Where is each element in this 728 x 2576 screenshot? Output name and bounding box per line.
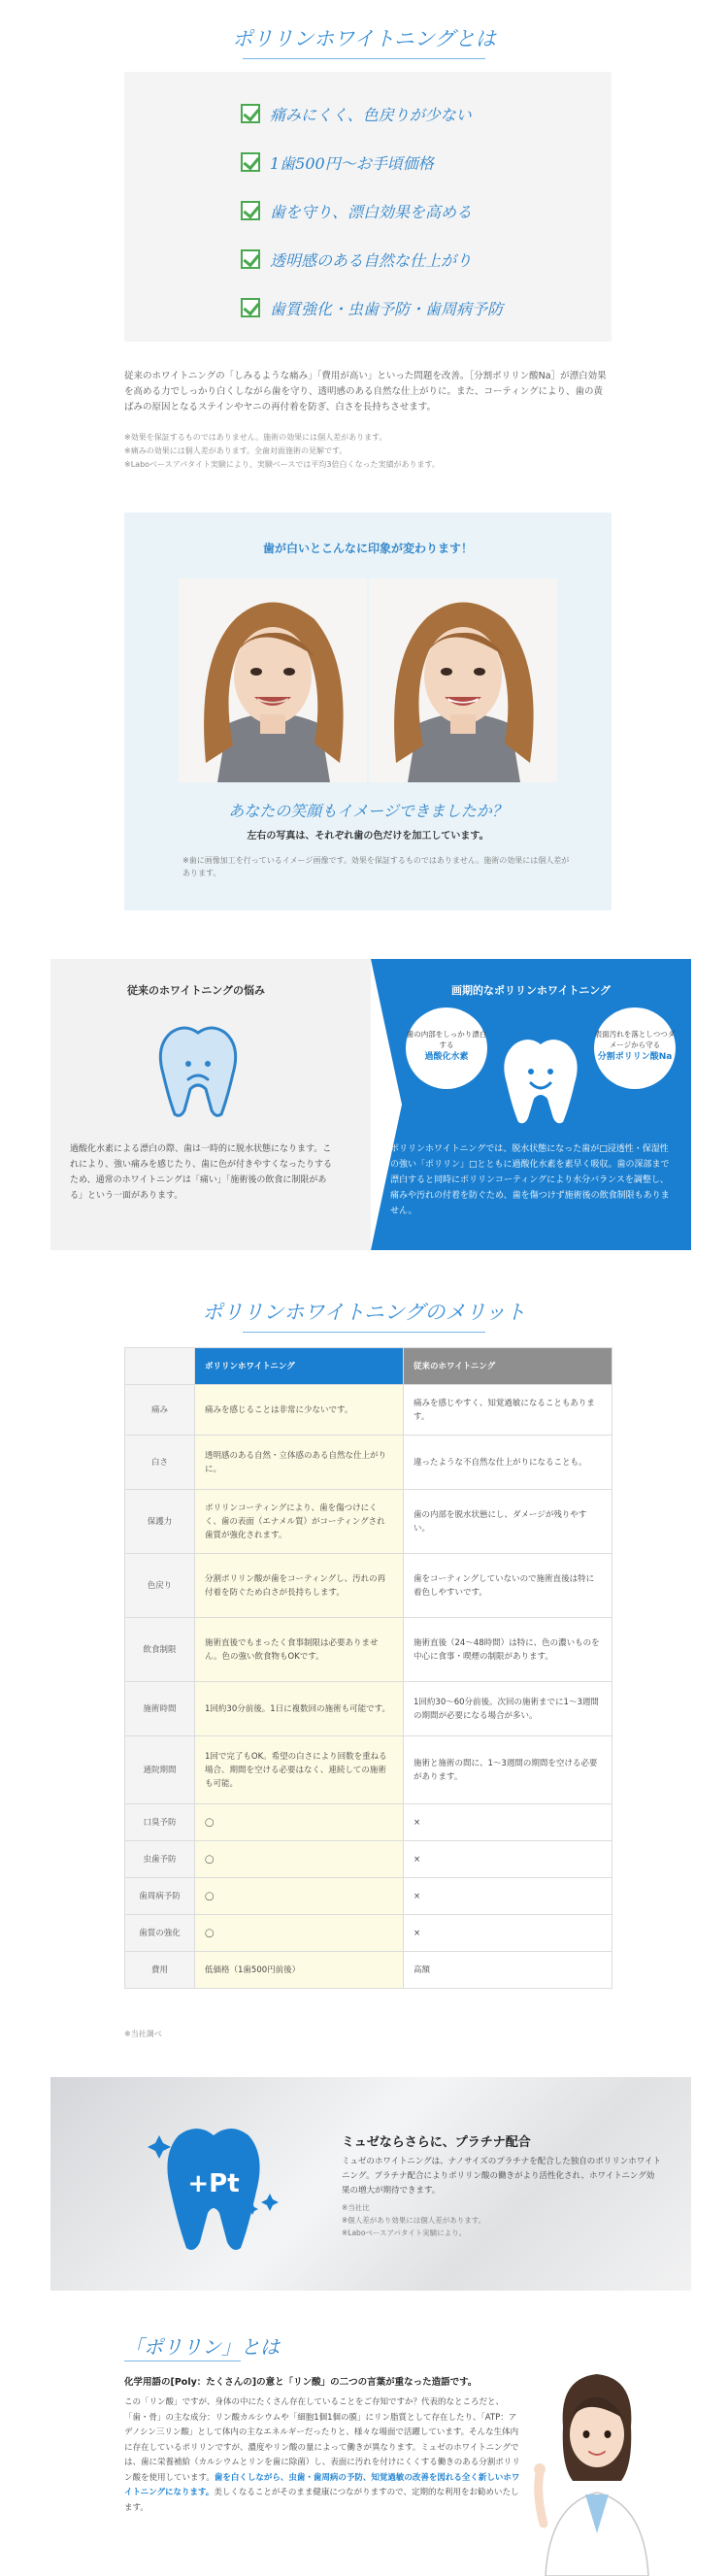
conventional-cell: 1回約30〜60分前後。次回の施術までに1〜3週間の期間が必要になる場合が多い。 <box>404 1682 612 1736</box>
polyrin-title: 画期的なポリリンホワイトニング <box>450 984 611 997</box>
table-note: ※当社調べ <box>124 2030 162 2038</box>
after-photo <box>369 578 557 782</box>
section4-title: ポリリンホワイトニングのメリット <box>202 1301 526 1324</box>
polyrin-cell: ◯ <box>195 1915 404 1952</box>
note-line: ※効果を保証するものではありません。施術の効果には個人差があります。 <box>124 433 387 442</box>
polyrin-body-a: この「リン酸」ですが、身体の中にたくさん存在していることをご存知ですか？代表的なところだと、「歯・骨」の主な成分：リン酸カルシウムや「細胞1個1個の膜」にリン脂質として存在したり、「ATP：アデノシン三リン酸」として体内の主なエネルギーだったりと、様々な場面で活躍しています。そんな生体内に存在しているポリリンですが、濃度やリン酸の量によって働きが異なります。ミュゼのホワイトニングでは、歯に栄養補給（カルシウムとリンを歯に除菌）し、表面に汚れを付けにくくする働きのある分割ポリリン酸を使用しています。 <box>124 2397 520 2483</box>
intro-text: 従来のホワイトニングの「しみるような痛み」「費用が高い」といった問題を改善。［分割ポリリン酸Na］が漂白効果を高める力でしっかり白くしながら歯を守り、透明感のある自然な仕上がりに。また、コーティングにより、歯の黄ばみの原因となるステインやヤニの再付着を防ぎ、白さを長持ちさせます。 <box>124 371 607 413</box>
conventional-cell: 歯の内部を脱水状態にし、ダメージが残りやすい。 <box>404 1490 612 1554</box>
polyrin-cell: 1回で完了もOK。希望の白さにより回数を重ねる場合、期間を空ける必要はなく、連続しての施術も可能。 <box>195 1736 404 1804</box>
conventional-cell: 高額 <box>404 1952 612 1989</box>
conventional-cell: 違ったような不自然な仕上がりになることも。 <box>404 1436 612 1490</box>
table-row <box>125 1682 612 1736</box>
title-underline <box>243 58 485 59</box>
comparison-panel <box>50 959 691 1250</box>
polyrin-cell: 透明感のある自然・立体感のある自然な仕上がりに。 <box>195 1436 404 1490</box>
conventional-cell: × <box>404 1841 612 1878</box>
sad-tooth-icon <box>151 1021 245 1122</box>
section1-title-wrap <box>0 23 728 59</box>
smile-caption: 左右の写真は、それぞれ歯の色だけを加工しています。 <box>247 831 489 842</box>
polyrin-cell: 施術直後でもまったく食事制限は必要ありません。色の強い飲食物もOKです。 <box>195 1618 404 1682</box>
intro-notes <box>124 431 612 472</box>
note-line: ※Laboベースアパタイト実験により、実験ベースでは平均3倍白くなった実績があります。 <box>124 460 440 469</box>
row-label: 歯周病予防 <box>125 1878 195 1915</box>
smile-comparison-box <box>124 512 612 910</box>
bubble-keyword: 過酸化水素 <box>424 1052 469 1062</box>
conventional-cell: 施術と施術の間に、1〜3週間の期間を空ける必要があります。 <box>404 1736 612 1804</box>
polyrin-body <box>124 2395 522 2516</box>
check-icon <box>241 249 260 269</box>
note-line: ※当社比 <box>342 2203 370 2212</box>
bubble-keyword: 分割ポリリン酸Na <box>597 1052 673 1062</box>
table-row <box>125 1736 612 1804</box>
platinum-text: ミュゼのホワイトニングは、ナノサイズのプラチナを配合した独自のポリリンホワイトニング。プラチナ配合によりポリリン酸の働きがより活性化され、ホワイトニング効果の増大が期待できます。 <box>342 2157 662 2196</box>
note-line: ※Laboベースアパタイト実験により。 <box>342 2229 467 2237</box>
polyrin-body-highlight: 歯を白くしながら、虫歯・歯周病の予防、知覚過敏の改善を図れる全く新しいホワイトニングになります。 <box>124 2472 520 2497</box>
platinum-badge-text: +Pt <box>187 2169 240 2198</box>
table-row <box>125 1385 612 1436</box>
table-header: 従来のホワイトニング <box>404 1348 612 1385</box>
feature-item <box>241 293 503 322</box>
row-label: 保護力 <box>125 1490 195 1554</box>
check-icon <box>241 298 260 317</box>
polyrin-cell: ◯ <box>195 1804 404 1841</box>
check-icon <box>241 104 260 123</box>
polyrin-cell: ◯ <box>195 1841 404 1878</box>
table-row <box>125 1436 612 1490</box>
feature-item <box>241 245 472 274</box>
row-label: 飲食制限 <box>125 1618 195 1682</box>
feature-text: 痛みにくく、色戻りが少ない <box>270 105 472 124</box>
happy-tooth-icon <box>497 1033 584 1130</box>
feature-item <box>241 196 472 225</box>
platinum-tooth-icon <box>144 2106 289 2262</box>
bubble-polyphosphate <box>594 1007 676 1089</box>
feature-text: 歯を守り、漂白効果を高める <box>270 202 473 221</box>
feature-text: 1歯500円〜お手頃価格 <box>270 153 434 173</box>
bubble-hydrogen-peroxide <box>406 1007 487 1089</box>
polyrin-cell: 分割ポリリン酸が歯をコーティングし、汚れの再付着を防ぐため白さが長持ちします。 <box>195 1554 404 1618</box>
row-label: 通院期間 <box>125 1736 195 1804</box>
row-label: 色戻り <box>125 1554 195 1618</box>
row-label: 白さ <box>125 1436 195 1490</box>
row-label: 歯質の強化 <box>125 1915 195 1952</box>
row-label: 痛み <box>125 1385 195 1436</box>
conventional-cell: × <box>404 1878 612 1915</box>
merit-table <box>124 1347 612 1989</box>
check-icon <box>241 152 260 172</box>
conventional-title: 従来のホワイトニングの悩み <box>126 984 265 997</box>
row-label: 口臭予防 <box>125 1804 195 1841</box>
feature-box <box>124 72 612 342</box>
feature-item <box>241 148 434 177</box>
check-icon <box>241 201 260 220</box>
platinum-box <box>50 2077 691 2291</box>
feature-text: 透明感のある自然な仕上がり <box>270 250 473 270</box>
feature-text: 歯質強化・虫歯予防・歯周病予防 <box>270 299 504 318</box>
row-label: 費用 <box>125 1952 195 1989</box>
row-label: 虫歯予防 <box>125 1841 195 1878</box>
table-header-row <box>125 1348 612 1385</box>
table-row <box>125 1490 612 1554</box>
table-row <box>125 1554 612 1618</box>
table-header: ポリリンホワイトニング <box>195 1348 404 1385</box>
woman-portrait-illustration <box>369 578 557 782</box>
polyrin-cell: ◯ <box>195 1878 404 1915</box>
table-row <box>125 1618 612 1682</box>
conventional-cell: 施術直後（24〜48時間）は特に、色の濃いものを中心に食事・喫煙の制限があります。 <box>404 1618 612 1682</box>
section4-title-wrap <box>0 1297 728 1333</box>
polyrin-cell: 痛みを感じることは非常に少ないです。 <box>195 1385 404 1436</box>
conventional-cell: 歯をコーティングしていないので施術直後は特に着色しやすいです。 <box>404 1554 612 1618</box>
conventional-cell: 痛みを感じやすく、知覚過敏になることもあります。 <box>404 1385 612 1436</box>
table-row <box>125 1915 612 1952</box>
smile-note: ※歯に画像加工を行っているイメージ画像です。効果を保証するものではありません。施術の効果には個人差があります。 <box>182 856 570 877</box>
feature-item <box>241 99 472 128</box>
table-row <box>125 1804 612 1841</box>
polyrin-cell: 1回約30分前後。1日に複数回の施術も可能です。 <box>195 1682 404 1736</box>
table-row <box>125 1952 612 1989</box>
platinum-title: ミュゼならさらに、プラチナ配合 <box>342 2135 531 2150</box>
woman-portrait-illustration <box>179 578 367 782</box>
section1-title: ポリリンホワイトニングとは <box>232 27 496 50</box>
polyrin-cell: ポリリンコーティングにより、歯を傷つけにくく、歯の表面（エナメル質）がコーティングされ歯質が強化されます。 <box>195 1490 404 1554</box>
conventional-cell: × <box>404 1915 612 1952</box>
note-line: ※個人差があり効果には個人差があります。 <box>342 2216 486 2225</box>
conventional-cell: × <box>404 1804 612 1841</box>
bubble-text: 表面汚れを落としつつダメージから守る <box>594 1030 676 1049</box>
polyrin-cell: 低価格（1歯500円前後） <box>195 1952 404 1989</box>
table-row <box>125 1878 612 1915</box>
polyrin-heading: 化学用語の[Poly：たくさんの]の意と「リン酸」の二つの言葉が重なった造語です。 <box>124 2377 478 2388</box>
table-header <box>125 1348 195 1385</box>
row-label: 施術時間 <box>125 1682 195 1736</box>
polyrin-text: ポリリンホワイトニングでは、脱水状態になった歯が□浸透性・保湿性の強い「ポリリン」□とともに過酸化水素を素早く吸収。歯の深部まで漂白すると同時にポリリンコーティングにより水分バランスを調整し、痛みや汚れの付着を防ぐため、歯を傷つけず施術後の飲食制限もありません。 <box>390 1144 670 1216</box>
conventional-text: 過酸化水素による漂白の際、歯は一時的に脱水状態になります。これにより、強い痛みを感じたり、歯に色が付きやすくなったりするため、通常のホワイトニングは「痛い」「施術後の飲食に制限がある」という一面があります。 <box>70 1144 333 1201</box>
before-photo <box>179 578 367 782</box>
title-underline <box>243 1332 485 1333</box>
doctor-illustration <box>524 2359 670 2576</box>
bubble-text: 歯の内部をしっかり漂白する <box>406 1030 487 1049</box>
smile-question: あなたの笑顔もイメージできましたか？ <box>228 802 508 820</box>
smile-heading: 歯が白いとこんなに印象が変わります！ <box>262 542 473 555</box>
polyrin-title: 「ポリリン」とは <box>124 2335 280 2359</box>
platinum-notes <box>342 2201 662 2239</box>
table-row <box>125 1841 612 1878</box>
polyrin-body-b: 美しくなることがそのまま健康につながりますので、定期的な利用をお勧めいたします。 <box>124 2488 519 2513</box>
note-line: ※痛みの効果には個人差があります。全歯対面施術の見解です。 <box>124 446 347 455</box>
